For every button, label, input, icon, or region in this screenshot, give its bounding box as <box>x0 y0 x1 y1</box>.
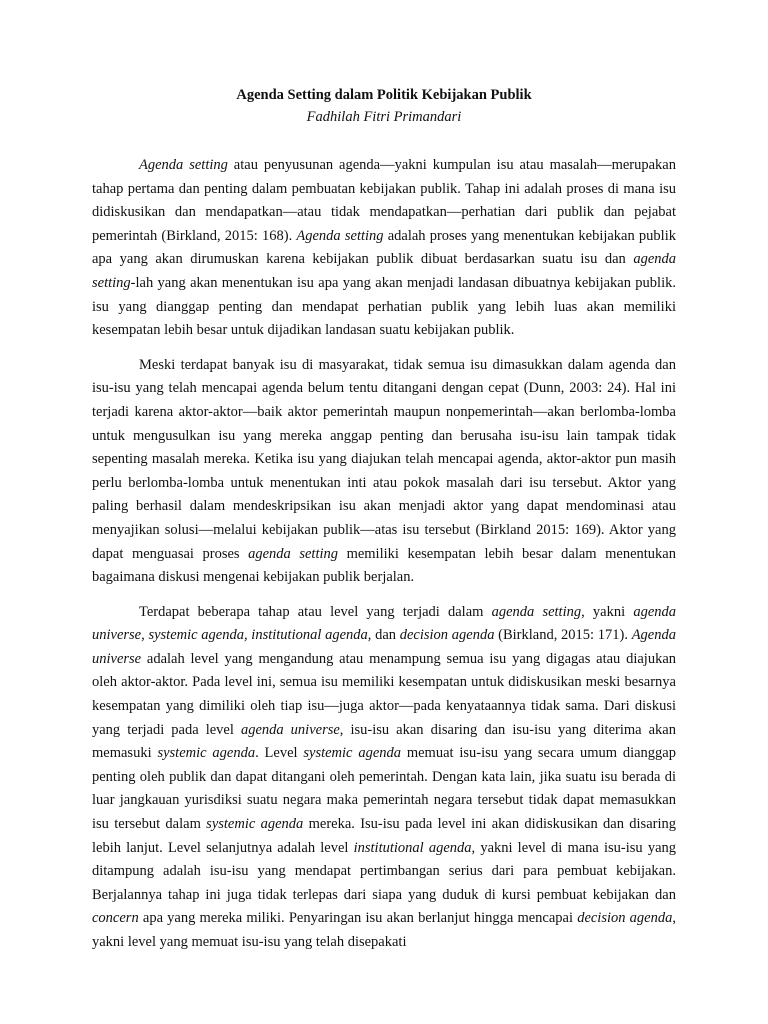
italic-term: concern <box>92 910 139 927</box>
text-run: , isu-isu akan disaring dan isu-isu yang diterima akan memasuki <box>92 721 676 762</box>
text-run: . Level <box>255 745 304 762</box>
text-run: Meski terdapat banyak isu di masyarakat, tidak semua isu dimasukkan dalam agenda dan isu-isu yang telah mencapai agenda belum tentu ditangani dengan cepat (Dunn, 2003: 24). Hal ini terjadi karena aktor-aktor—baik aktor pemerintah maupun nonpemerintah—akan berlomba-lomba untuk mengusulkan isu yang mereka anggap penting dan berusaha isu-isu lain tampak tidak sepenting masalah mereka. Ketika isu yang diajukan telah mencapai agenda, aktor-aktor pun masih perlu berlomba-lomba untuk menentukan inti atau pokok masalah dari isu tersebut. Aktor yang paling berhasil dalam mendeskripsikan isu akan menjadi aktor yang dapat mendominasi atau menyajikan solusi—melalui kebijakan publik—atas isu tersebut (Birkland 2015: 169). Aktor yang dapat menguasai proses <box>92 356 676 562</box>
text-run: memuat isu-isu yang secara umum dianggap penting oleh publik dan dapat ditangani oleh pemerintah. Dengan kata lain, jika suatu isu berada di luar jangkauan yurisdiksi suatu negara maka pemerintah negara tersebut tidak dapat memasukkan isu tersebut dalam <box>92 745 676 833</box>
document-title: Agenda Setting dalam Politik Kebijakan Publik <box>236 87 532 103</box>
italic-term: decision agenda <box>399 627 495 644</box>
text-run: Terdapat beberapa tahap atau level yang terjadi dalam <box>139 603 492 620</box>
text-run: apa yang mereka miliki. Penyaringan isu akan berlanjut hingga mencapai <box>138 910 578 927</box>
body-text <box>92 154 676 955</box>
text-run: , yakni <box>581 603 634 620</box>
author-name: Fadhilah Fitri Primandari <box>306 109 462 125</box>
text-run: (Birkland, 2015: 171). <box>494 627 632 644</box>
italic-term: agenda universe, systemic agenda, institutional agenda, <box>92 603 676 644</box>
italic-term: Agenda setting <box>296 227 384 244</box>
text-run: , yakni level yang memuat isu-isu yang telah disepakati <box>92 910 676 950</box>
text-run: memiliki kesempatan lebih besar dalam menentukan bagaimana diskusi mengenai kebijakan publik berjalan. <box>92 545 676 586</box>
paragraph-2 <box>92 354 676 590</box>
text-run: -lah yang akan menentukan isu apa yang akan menjadi landasan dibuatnya kebijakan publik. isu yang dianggap penting dan mendapat perhatian publik yang lebih luas akan memiliki kesempatan lebih besar untuk dijadikan landasan suatu kebijakan publik. <box>92 274 676 339</box>
italic-term: agenda universe <box>240 721 340 738</box>
italic-term: agenda setting <box>92 251 676 291</box>
text-run: adalah level yang mengandung atau menampung semua isu yang digagas atau diajukan oleh aktor-aktor. Pada level ini, semua isu memiliki kesempatan untuk didiskusikan meski besarnya kesempatan yang dimiliki oleh tiap isu—juga aktor—pada kenyataannya tidak sama. Dari diskusi yang terjadi pada level <box>92 650 676 738</box>
italic-term: systemic agenda <box>303 745 402 762</box>
italic-term: Agenda universe <box>92 627 676 667</box>
text-run: dan <box>371 627 400 644</box>
paragraph-1 <box>92 154 676 343</box>
italic-term: systemic agenda <box>157 745 256 762</box>
italic-term: systemic agenda <box>206 816 304 833</box>
text-run: atau penyusunan agenda—yakni kumpulan isu atau masalah—merupakan tahap pertama dan penting dalam pembuatan kebijakan publik. Tahap ini adalah proses di mana isu didiskusikan dan mendapatkan—atau tidak mendapatkan—perhatian dari publik dan pejabat pemerintah (Birkland, 2015: 168). <box>92 157 676 244</box>
italic-term: decision agenda <box>577 910 673 927</box>
italic-term: agenda setting <box>491 603 582 620</box>
paragraph-3 <box>92 601 676 955</box>
text-run: mereka. Isu-isu pada level ini akan didiskusikan dan disaring lebih lanjut. Level selanjutnya adalah level <box>92 816 676 856</box>
text-run: adalah proses yang menentukan kebijakan publik apa yang akan dirumuskan karena kebijakan publik dibuat berdasarkan suatu isu dan <box>92 227 676 268</box>
text-run: , yakni level di mana isu-isu yang ditampung adalah isu-isu yang mendapat pertimbangan serius dari para pembuat kebijakan. Berjalannya tahap ini juga tidak terlepas dari siapa yang duduk di kursi pembuat kebijakan dan <box>92 839 677 903</box>
italic-term: institutional agenda <box>353 839 472 856</box>
italic-term: agenda setting <box>248 545 339 562</box>
italic-term: Agenda setting <box>139 157 228 173</box>
